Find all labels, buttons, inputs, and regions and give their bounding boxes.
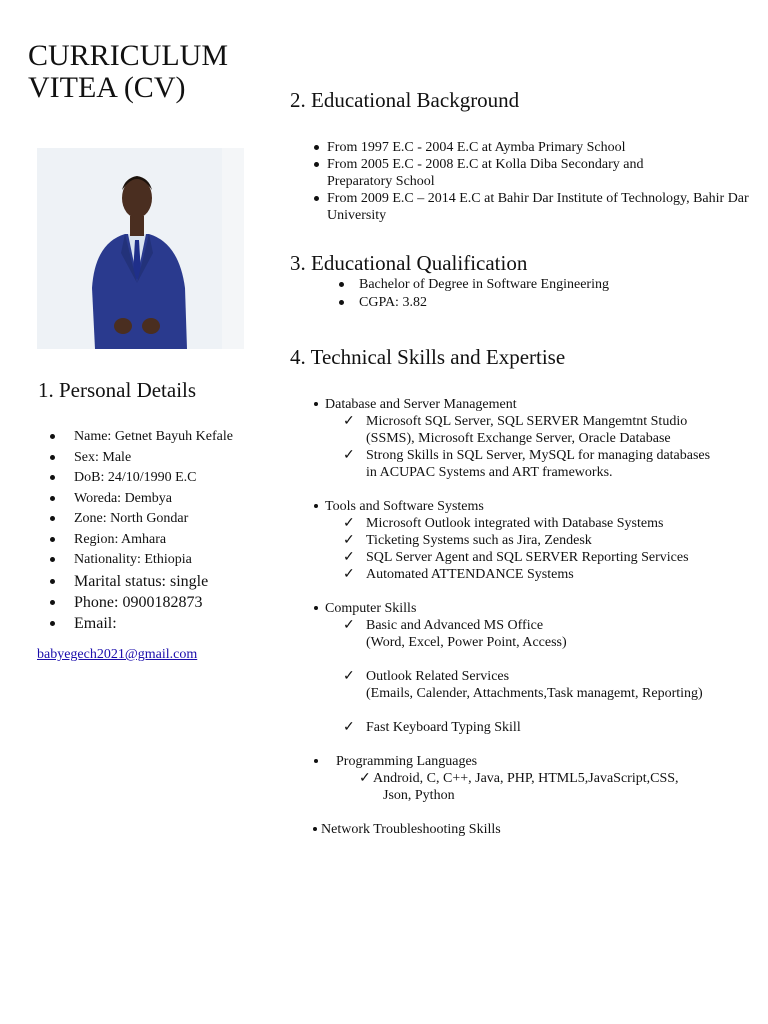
bullet-dot-icon bbox=[314, 145, 319, 150]
skill-items bbox=[312, 770, 752, 804]
bullet-dot-icon bbox=[314, 606, 318, 610]
bullet-dot-icon bbox=[50, 600, 55, 605]
personal-nationality: Nationality: Ethiopia bbox=[74, 552, 192, 567]
skill-category bbox=[312, 753, 752, 770]
skill-item-text: Ticketing Systems such as Jira, Zendesk bbox=[366, 533, 592, 548]
skill-item-text: Outlook Related Services bbox=[366, 669, 510, 684]
bullet-dot-icon bbox=[50, 621, 55, 626]
skill-items bbox=[312, 413, 752, 481]
title-line-1: CURRICULUM bbox=[28, 39, 229, 72]
bullet-dot-icon bbox=[313, 827, 317, 831]
skill-item-detail: Json, Python bbox=[383, 788, 455, 803]
list-item bbox=[50, 593, 240, 612]
skill-item-text: Microsoft Outlook integrated with Database Systems bbox=[366, 516, 664, 531]
list-item bbox=[50, 614, 240, 633]
skill-item bbox=[312, 668, 752, 702]
list-item bbox=[50, 449, 240, 466]
list-item bbox=[50, 531, 240, 548]
personal-dob: DoB: 24/10/1990 E.C bbox=[74, 470, 197, 485]
skill-category-title: Programming Languages bbox=[336, 754, 478, 769]
list-item bbox=[50, 510, 240, 527]
qualification-cgpa: CGPA: 3.82 bbox=[359, 295, 427, 310]
personal-name: Name: Getnet Bayuh Kefale bbox=[74, 429, 233, 444]
skill-item bbox=[312, 617, 752, 651]
skill-items bbox=[312, 617, 752, 736]
personal-sex: Sex: Male bbox=[74, 449, 132, 465]
skill-item bbox=[312, 447, 716, 481]
skill-item-detail: (Word, Excel, Power Point, Access) bbox=[366, 635, 567, 650]
educational-background-heading: 2. Educational Background bbox=[290, 88, 520, 112]
checkmark-icon: ✓ bbox=[343, 618, 355, 633]
checkmark-icon: ✓ bbox=[343, 720, 355, 735]
skill-item bbox=[312, 770, 752, 804]
skill-category-title: Computer Skills bbox=[325, 601, 417, 616]
list-item bbox=[50, 490, 240, 507]
bullet-dot-icon bbox=[50, 434, 55, 439]
list-item bbox=[50, 572, 240, 591]
skill-item-text: Fast Keyboard Typing Skill bbox=[366, 720, 521, 735]
list-item bbox=[50, 469, 240, 486]
bullet-dot-icon bbox=[50, 537, 55, 542]
bullet-dot-icon bbox=[314, 504, 318, 508]
qualification-list bbox=[336, 276, 609, 312]
list-item bbox=[50, 428, 240, 445]
skill-item bbox=[312, 413, 736, 447]
personal-woreda: Woreda: Dembya bbox=[74, 490, 172, 506]
bullet-dot-icon bbox=[314, 196, 319, 201]
checkmark-icon: ✓ bbox=[343, 567, 355, 582]
skill-category bbox=[312, 396, 752, 413]
education-item: From 1997 E.C - 2004 E.C at Aymba Primary School bbox=[327, 140, 626, 155]
skill-item bbox=[312, 549, 752, 566]
bullet-dot-icon bbox=[339, 300, 344, 305]
skill-item-text: Automated ATTENDANCE Systems bbox=[366, 567, 574, 582]
bullet-dot-icon bbox=[50, 516, 55, 521]
technical-skills-heading: 4. Technical Skills and Expertise bbox=[290, 345, 566, 369]
bullet-dot-icon bbox=[50, 496, 55, 501]
bullet-dot-icon bbox=[314, 162, 319, 167]
document-title bbox=[28, 40, 228, 104]
skill-category-title: Tools and Software Systems bbox=[325, 499, 484, 514]
list-item bbox=[336, 276, 609, 294]
checkmark-icon: ✓ bbox=[343, 414, 355, 429]
skill-item bbox=[312, 515, 752, 532]
education-item: From 2009 E.C – 2014 E.C at Bahir Dar Institute of Technology, Bahir Dar University bbox=[327, 191, 749, 223]
skill-category-title: Network Troubleshooting Skills bbox=[321, 822, 501, 837]
skill-item bbox=[312, 566, 752, 583]
profile-photo bbox=[37, 148, 244, 349]
qualification-degree: Bachelor of Degree in Software Engineering bbox=[359, 277, 609, 292]
bullet-dot-icon bbox=[50, 557, 55, 562]
skill-item-text: Microsoft SQL Server, SQL SERVER Mangemtnt Studio (SSMS), Microsoft Exchange Server, Oracle Database bbox=[366, 414, 688, 446]
checkmark-icon: ✓ bbox=[343, 669, 355, 684]
list-item bbox=[312, 139, 752, 156]
bullet-dot-icon bbox=[314, 759, 318, 763]
checkmark-icon: ✓ bbox=[343, 516, 355, 531]
skill-item bbox=[312, 719, 752, 736]
list-item bbox=[50, 551, 240, 568]
checkmark-icon: ✓ bbox=[343, 448, 355, 463]
skill-item-text: Strong Skills in SQL Server, MySQL for managing databases in ACUPAC Systems and ART frameworks. bbox=[366, 448, 711, 480]
educational-qualification-heading: 3. Educational Qualification bbox=[290, 251, 528, 275]
skill-item-text: Basic and Advanced MS Office bbox=[366, 618, 544, 633]
list-item bbox=[312, 156, 702, 190]
title-line-2: VITEA (CV) bbox=[28, 71, 186, 104]
checkmark-icon: ✓ bbox=[343, 550, 355, 565]
bullet-dot-icon bbox=[339, 282, 344, 287]
skill-item bbox=[312, 532, 752, 549]
technical-skills-list bbox=[312, 396, 752, 838]
checkmark-icon: ✓ bbox=[343, 533, 355, 548]
list-item bbox=[336, 294, 609, 312]
education-item: From 2005 E.C - 2008 E.C at Kolla Diba Secondary and Preparatory School bbox=[327, 157, 644, 189]
personal-marital-status: Marital status: single bbox=[74, 572, 209, 590]
skill-item-text: Android, C, C++, Java, PHP, HTML5,JavaScript,CSS, bbox=[373, 771, 679, 786]
skill-category bbox=[312, 498, 752, 515]
skill-item-detail: (Emails, Calender, Attachments,Task managemt, Reporting) bbox=[366, 686, 703, 701]
personal-details-heading: 1. Personal Details bbox=[38, 378, 197, 402]
list-item bbox=[312, 190, 752, 224]
educational-background-list bbox=[312, 139, 752, 224]
checkmark-icon: ✓ bbox=[359, 771, 371, 786]
personal-zone: Zone: North Gondar bbox=[74, 511, 189, 526]
skill-category bbox=[312, 821, 752, 838]
personal-details-list bbox=[50, 428, 240, 635]
bullet-dot-icon bbox=[50, 475, 55, 480]
bullet-dot-icon bbox=[314, 402, 318, 406]
email-link[interactable]: babyegech2021@gmail.com bbox=[37, 647, 198, 662]
skill-items bbox=[312, 515, 752, 583]
bullet-dot-icon bbox=[50, 455, 55, 460]
personal-phone: Phone: 0900182873 bbox=[74, 593, 203, 611]
bullet-dot-icon bbox=[50, 579, 55, 584]
skill-item-text: SQL Server Agent and SQL SERVER Reporting Services bbox=[366, 550, 689, 565]
skill-category-title: Database and Server Management bbox=[325, 397, 517, 412]
personal-region: Region: Amhara bbox=[74, 531, 167, 547]
personal-email-label: Email: bbox=[74, 614, 117, 632]
skill-category bbox=[312, 600, 752, 617]
